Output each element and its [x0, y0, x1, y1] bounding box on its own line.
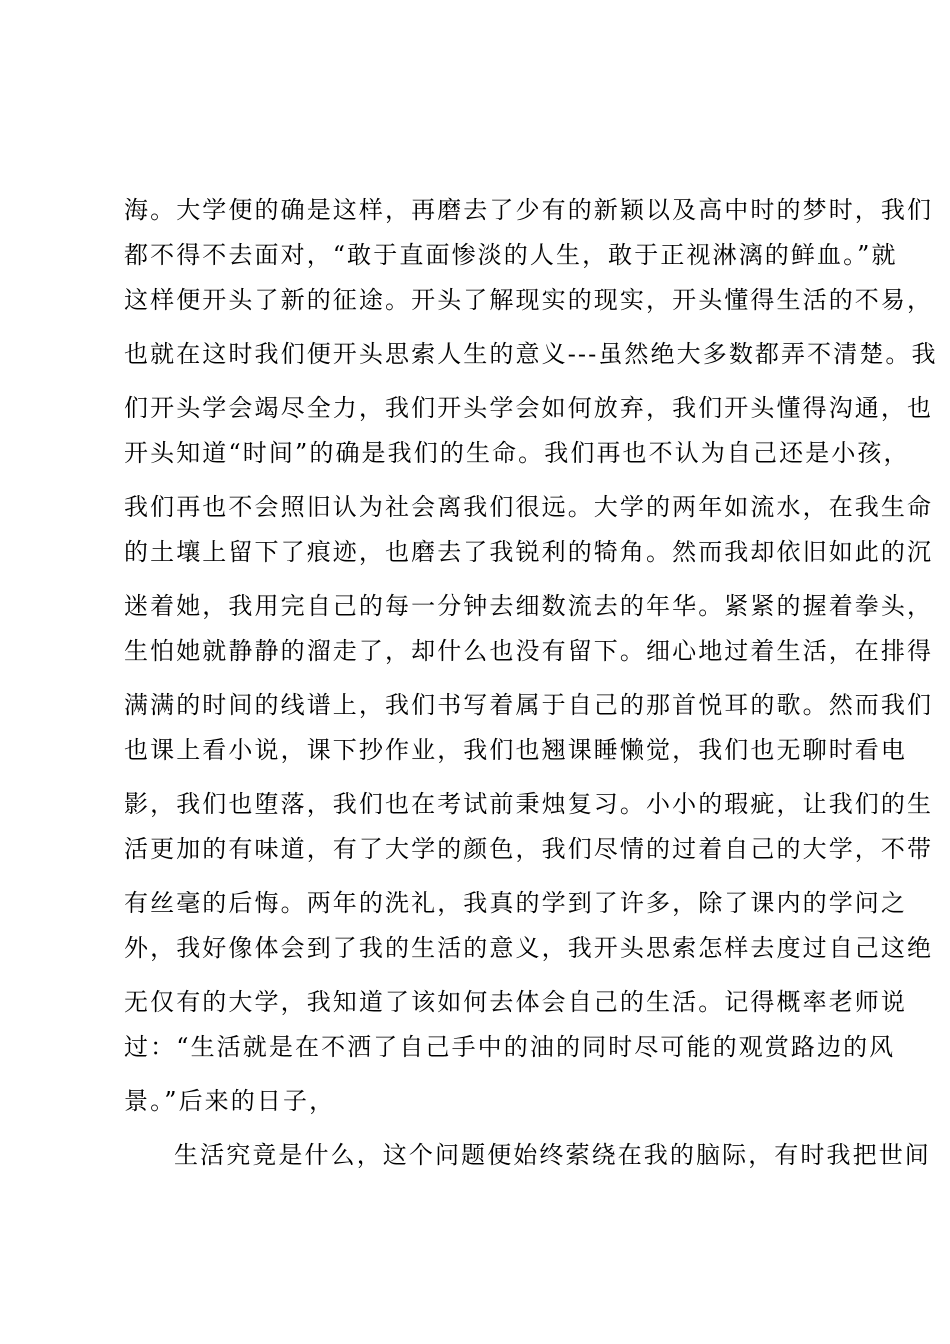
text-line: 外，我好像体会到了我的生活的意义，我开头思索怎样去度过自己这绝: [124, 934, 934, 962]
text-line: 迷着她，我用完自己的每一分钟去细数流去的年华。紧紧的握着拳头，: [124, 592, 934, 620]
text-line: 无仅有的大学，我知道了该如何去体会自己的生活。记得概率老师说: [124, 988, 907, 1016]
text-line: 也就在这时我们便开头思索人生的意义---虽然绝大多数都弄不清楚。我: [124, 340, 938, 368]
text-line: 景。”后来的日子，: [124, 1087, 336, 1115]
text-line: 活更加的有味道，有了大学的颜色，我们尽情的过着自己的大学，不带: [124, 835, 934, 863]
text-line: 海。大学便的确是这样，再磨去了少有的新颖以及高中时的梦时，我们: [124, 196, 934, 224]
text-line: 们开头学会竭尽全力，我们开头学会如何放弃，我们开头懂得沟通，也: [124, 394, 934, 422]
text-line: 生怕她就静静的溜走了，却什么也没有留下。细心地过着生活，在排得: [124, 637, 934, 665]
text-line: 的土壤上留下了痕迹，也磨去了我锐利的犄角。然而我却依旧如此的沉: [124, 538, 934, 566]
text-line-indented: 生活究竟是什么，这个问题便始终萦绕在我的脑际，有时我把世间: [174, 1141, 931, 1169]
text-line: 也课上看小说，课下抄作业，我们也翘课睡懒觉，我们也无聊时看电: [124, 736, 907, 764]
text-line: 过：“生活就是在不洒了自己手中的油的同时尽可能的观赏路边的风: [124, 1033, 896, 1061]
text-line: 开头知道“时间”的确是我们的生命。我们再也不认为自己还是小孩，: [124, 439, 910, 467]
text-line: 这样便开头了新的征途。开头了解现实的现实，开头懂得生活的不易，: [124, 286, 934, 314]
text-line: 我们再也不会照旧认为社会离我们很远。大学的两年如流水，在我生命: [124, 493, 934, 521]
text-line: 都不得不去面对，“敢于直面惨淡的人生，敢于正视淋漓的鲜血。”就: [124, 241, 898, 269]
text-line: 满满的时间的线谱上，我们书写着属于自己的那首悦耳的歌。然而我们: [124, 691, 934, 719]
text-line: 有丝毫的后悔。两年的洗礼，我真的学到了许多，除了课内的学问之: [124, 889, 907, 917]
text-line: 影，我们也堕落，我们也在考试前秉烛复习。小小的瑕疵，让我们的生: [124, 790, 934, 818]
